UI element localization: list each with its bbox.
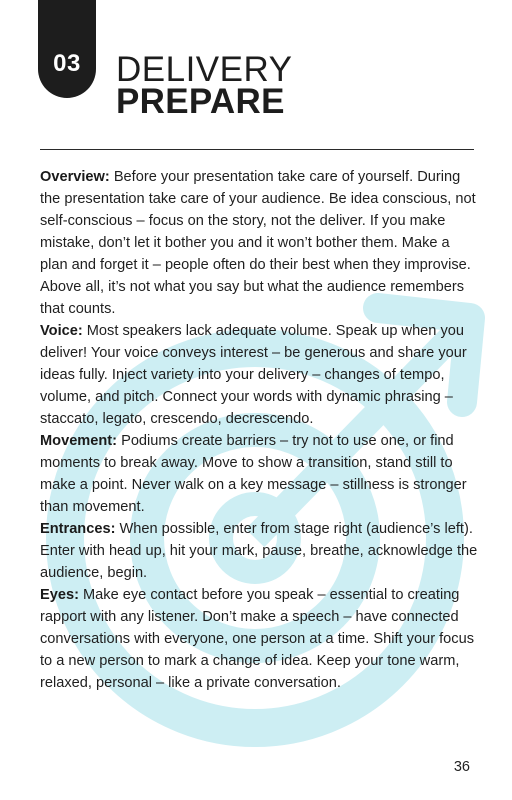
body-text <box>40 166 480 694</box>
section-label: Voice: <box>40 323 83 339</box>
section-eyes <box>40 584 480 694</box>
section-text: Make eye contact before you speak – essential to creating rapport with any listener. Don’t make a speech – have connected conversations with everyone, one person at a time. Shift your focus to a new person to mark a change of idea. Keep your tone warm, relaxed, personal – like a private conversation. <box>40 587 474 691</box>
page-number: 36 <box>453 759 470 775</box>
section-text: When possible, enter from stage right (audience’s left). Enter with head up, hit your mark, pause, breathe, acknowledge the audience, begin. <box>40 521 478 581</box>
section-movement <box>40 430 480 518</box>
divider <box>40 149 474 150</box>
section-label: Overview: <box>40 169 110 185</box>
section-text: Most speakers lack adequate volume. Speak up when you deliver! Your voice conveys interest – be generous and share your ideas fully. Inject variety into your delivery – changes of tempo, volume, and pitch. Connect your words with dynamic phrasing – staccato, legato, crescendo, decrescendo. <box>40 323 467 427</box>
section-overview <box>40 166 480 320</box>
section-label: Entrances: <box>40 521 116 537</box>
section-voice <box>40 320 480 430</box>
section-number: 03 <box>53 50 81 77</box>
section-text: Podiums create barriers – try not to use one, or find moments to break away. Move to show a transition, stand still to make a point. Never walk on a key message – stillness is stronger than movement. <box>40 433 467 515</box>
section-label: Movement: <box>40 433 118 449</box>
page-title-line-2: PREPARE <box>116 82 285 121</box>
section-number-tab <box>38 0 96 98</box>
section-label: Eyes: <box>40 587 79 603</box>
page-title-line-1: DELIVERY <box>116 50 293 89</box>
section-entrances <box>40 518 480 584</box>
section-text: Before your presentation take care of yourself. During the presentation take care of your audience. Be idea conscious, not self-conscious – focus on the story, not the deliver. If you make mistake, don’t let it bother you and it won’t bother them. Make a plan and forget it – people often do their best when they improvise. Above all, it’s not what you say but what the audience remembers that counts. <box>40 169 476 317</box>
